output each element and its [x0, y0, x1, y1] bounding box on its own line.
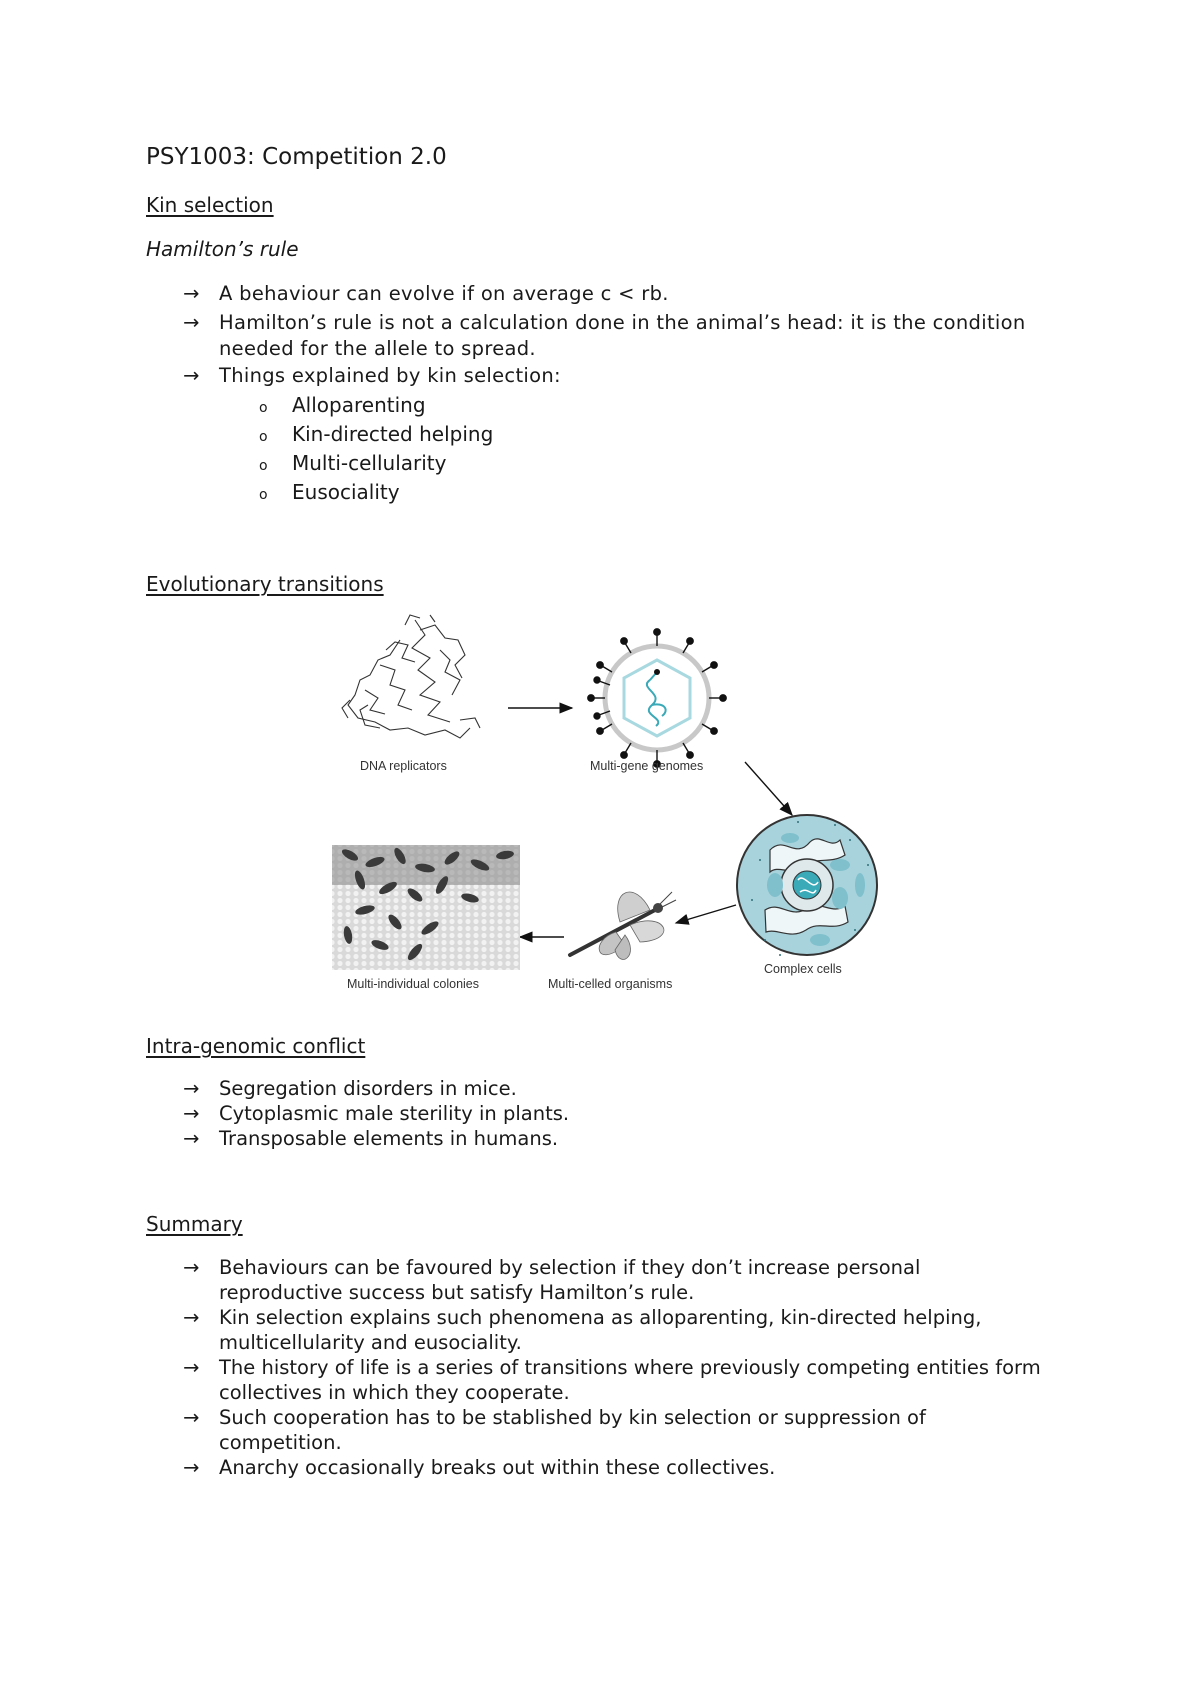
- arrow-icon: [745, 762, 792, 815]
- evolutionary-transitions-figure: [320, 610, 880, 990]
- arrow-bullet-icon: →: [183, 1306, 200, 1329]
- label-multi-individual-colonies: Multi-individual colonies: [347, 977, 480, 990]
- arrow-bullet-icon: →: [183, 282, 200, 305]
- list-item: → Anarchy occasionally breaks out within these collectives.: [183, 1456, 776, 1479]
- arrow-bullet-icon: →: [183, 1406, 200, 1429]
- insect-icon: [570, 892, 676, 959]
- arrow-bullet-icon: →: [183, 1356, 200, 1379]
- circle-bullet-icon: o: [259, 458, 268, 474]
- list-item: o Multi-cellularity: [146, 449, 493, 478]
- heading-intra-genomic-conflict: Intra-genomic conflict: [146, 1034, 366, 1058]
- bee-colony-image: [332, 845, 520, 970]
- circle-bullet-icon: o: [259, 400, 268, 416]
- list-item: → Things explained by kin selection:: [183, 364, 561, 387]
- arrow-bullet-icon: →: [183, 364, 200, 387]
- label-dna-replicators: DNA replicators: [360, 759, 447, 773]
- arrow-bullet-icon: →: [183, 1077, 200, 1100]
- intra-genomic-list: [146, 1076, 1036, 1151]
- list-item: → A behaviour can evolve if on average c < rb.: [183, 282, 669, 305]
- kin-selection-list: [146, 281, 1036, 389]
- heading-kin-selection: Kin selection: [146, 193, 274, 217]
- label-multi-celled-organisms: Multi-celled organisms: [548, 977, 673, 990]
- arrow-bullet-icon: →: [183, 1127, 200, 1150]
- arrow-icon: [676, 905, 736, 923]
- list-item: o Alloparenting: [146, 391, 493, 420]
- list-item: → The history of life is a series of transitions where previously competing entities form collectives in which they cooperate.: [183, 1356, 1041, 1404]
- list-item: → Transposable elements in humans.: [183, 1127, 559, 1150]
- multi-gene-genome-icon: [588, 629, 726, 767]
- list-item: → Such cooperation has to be stablished by kin selection or suppression of competition.: [183, 1406, 926, 1454]
- summary-list: [146, 1255, 1046, 1480]
- list-item: → Segregation disorders in mice.: [183, 1077, 517, 1100]
- complex-cell-icon: [737, 815, 877, 956]
- subheading-hamiltons-rule: Hamilton’s rule: [146, 237, 299, 261]
- dna-replicator-icon: [342, 615, 480, 738]
- arrow-bullet-icon: →: [183, 1256, 200, 1279]
- circle-bullet-icon: o: [259, 429, 268, 445]
- list-item: → Kin selection explains such phenomena as alloparenting, kin-directed helping, multicellularity and eusociality.: [183, 1306, 982, 1354]
- list-item: o Eusociality: [146, 478, 493, 507]
- heading-evolutionary-transitions: Evolutionary transitions: [146, 572, 384, 596]
- label-multi-gene-genomes: Multi-gene genomes: [590, 759, 704, 773]
- list-item: → Hamilton’s rule is not a calculation done in the animal’s head: it is the condition needed for the allele to spread.: [183, 311, 1026, 360]
- arrow-bullet-icon: →: [183, 1456, 200, 1479]
- list-item: o Kin-directed helping: [146, 420, 493, 449]
- circle-bullet-icon: o: [259, 487, 268, 503]
- list-item: → Behaviours can be favoured by selection if they don’t increase personal reproductive success but satisfy Hamilton’s rule.: [183, 1256, 921, 1304]
- label-complex-cells: Complex cells: [764, 962, 842, 976]
- list-item: → Cytoplasmic male sterility in plants.: [183, 1102, 570, 1125]
- arrow-bullet-icon: →: [183, 1102, 200, 1125]
- arrow-bullet-icon: →: [183, 311, 200, 334]
- kin-selection-sublist: [146, 391, 493, 507]
- heading-summary: Summary: [146, 1212, 243, 1236]
- page-title: PSY1003: Competition 2.0: [146, 144, 447, 170]
